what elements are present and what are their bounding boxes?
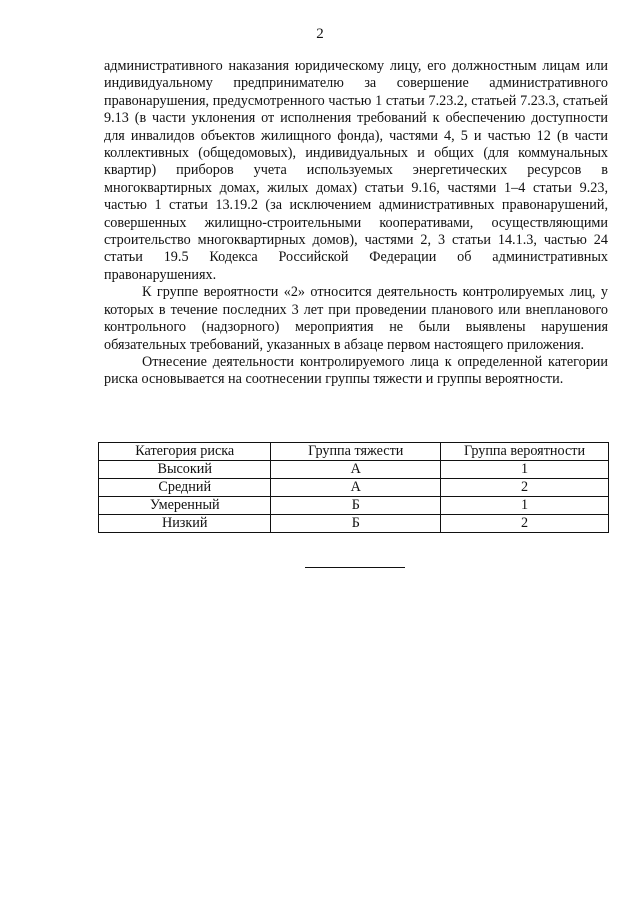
table-cell-severity-group: А bbox=[271, 461, 441, 479]
table-cell-severity-group: А bbox=[271, 479, 441, 497]
column-header-risk-category: Категория риска bbox=[99, 443, 271, 461]
table-cell-risk-category: Умеренный bbox=[99, 497, 271, 515]
document-end-divider bbox=[305, 567, 405, 568]
table-row bbox=[99, 461, 609, 479]
table-cell-risk-category: Средний bbox=[99, 479, 271, 497]
table-cell-probability-group: 1 bbox=[441, 497, 609, 515]
table-cell-probability-group: 1 bbox=[441, 461, 609, 479]
table-cell-severity-group: Б bbox=[271, 515, 441, 533]
column-header-probability-group: Группа вероятности bbox=[441, 443, 609, 461]
table-header-row bbox=[99, 443, 609, 461]
page-number: 2 bbox=[316, 26, 324, 42]
table-row bbox=[99, 497, 609, 515]
risk-category-table bbox=[98, 442, 609, 533]
paragraph-probability-group: К группе вероятности «2» относится деятельность контролируемых лиц, у которых в течение последних 3 лет при проведении планового или внепланового контрольного (надзорного) мероприятия не были выявлены нарушения обязательных требований, указанных в абзаце первом настоящего приложения. bbox=[104, 284, 608, 353]
table-cell-probability-group: 2 bbox=[441, 515, 609, 533]
table-cell-risk-category: Низкий bbox=[99, 515, 271, 533]
table-row bbox=[99, 479, 609, 497]
table-row bbox=[99, 515, 609, 533]
table-cell-risk-category: Высокий bbox=[99, 461, 271, 479]
column-header-severity-group: Группа тяжести bbox=[271, 443, 441, 461]
table-cell-severity-group: Б bbox=[271, 497, 441, 515]
paragraph-risk-category: Отнесение деятельности контролируемого лица к определенной категории риска основывается на соотнесении группы тяжести и группы вероятности. bbox=[104, 353, 608, 388]
document-body bbox=[104, 58, 608, 389]
paragraph-continuation: административного наказания юридическому лицу, его должностным лицам или индивидуальному предпринимателю за совершение административного правонарушения, предусмотренного частью 1 статьи 7.23.2, статьей 7.23.3, статьей 9.13 (в части уклонения от исполнения требований к обеспечению доступности для инвалидов объектов жилищного фонда), частями 4, 5 и частью 12 (в части коллективных (общедомовых), индивидуальных и общих (для коммунальных квартир) приборов учета используемых энергетических ресурсов в многоквартирных домах, жилых домах) статьи 9.16, частями 1–4 статьи 9.23, частью 1 статьи 13.19.2 (за исключением административных правонарушений, совершенных жилищно-строительными кооперативами, осуществляющими строительство многоквартирных домов), частями 2, 3 статьи 14.1.3, частью 24 статьи 19.5 Кодекса Российской Федерации об административных правонарушениях. bbox=[104, 58, 608, 283]
table-cell-probability-group: 2 bbox=[441, 479, 609, 497]
